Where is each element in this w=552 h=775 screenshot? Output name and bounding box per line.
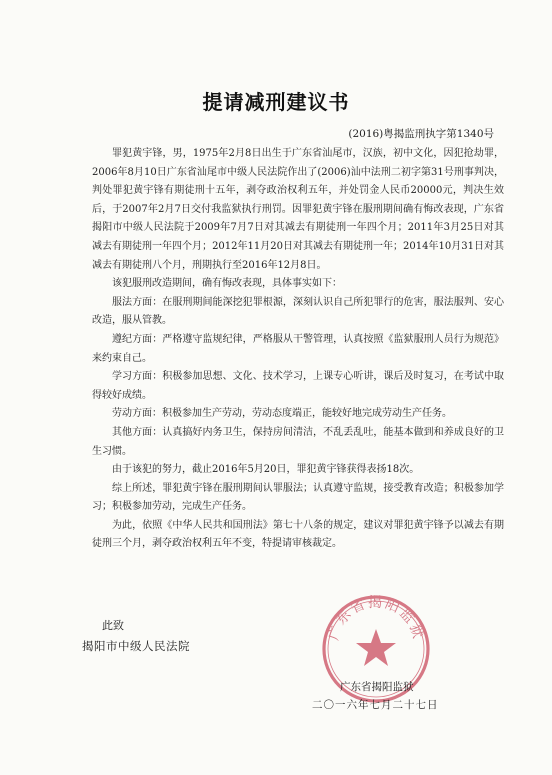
paragraph-labor: 劳动方面：积极参加生产劳动，劳动态度端正，能较好地完成劳动生产任务。 <box>112 408 452 420</box>
closing-greeting: 此致 <box>102 619 124 632</box>
signature-unit: 广东省揭阳监狱 <box>340 681 414 693</box>
closing-recipient: 揭阳市中级人民法院 <box>82 639 190 653</box>
document-body <box>92 145 504 554</box>
paragraph-other: 其他方面：认真搞好内务卫生，保持房间清洁，不乱丢乱吐，能基本做到和养成良好的卫生习惯。 <box>92 426 504 457</box>
seal-text: 广东省揭阳监狱 <box>325 594 427 643</box>
paragraph-intro: 该犯服刑改造期间，确有悔改表现，具体事实如下： <box>112 278 342 290</box>
paragraph-discipline: 遵纪方面：严格遵守监规纪律，严格服从干警管理，认真按照《监狱服刑人员行为规范》来约束自己。 <box>92 333 504 364</box>
paragraph-study: 学习方面：积极参加思想、文化、技术学习，上课专心听讲，课后及时复习，在考试中取得较好成绩。 <box>92 371 504 401</box>
document-date: 二〇一六年七月二十七日 <box>312 699 439 711</box>
paragraph-commendations: 由于该犯的努力，截止2016年5月20日，罪犯黄宇锋获得表扬18次。 <box>112 464 420 476</box>
document-number: (2016)粤揭监刑执字第1340号 <box>348 128 494 140</box>
paragraph-recommendation: 为此，依照《中华人民共和国刑法》第七十八条的规定，建议对罪犯黄宇锋予以减去有期徒刑三个月，剥夺政治权利五年不变，特提请审核裁定。 <box>92 519 504 550</box>
seal-star-icon <box>356 629 396 666</box>
paragraph-summary: 综上所述，罪犯黄宇锋在服刑期间认罪服法；认真遵守监规，接受教育改造；积极参加学习；积极参加劳动，完成生产任务。 <box>92 482 504 513</box>
closing-block <box>82 616 190 656</box>
paragraph-case-history: 罪犯黄宇锋，男，1975年2月8日出生于广东省汕尾市，汉族，初中文化，因犯抢劫罪，2006年8月10日广东省汕尾市中级人民法院作出了(2006)汕中法刑二初字第31号刑事判决，判处罪犯黄宇锋有期徒刑十五年，剥夺政治权利五年，并处罚金人民币20000元，判决生效后，于2007年2月7日交付我监狱执行刑罚。因罪犯黄宇锋在服刑期间确有悔改表现，广东省揭阳市中级人民法院于2009年7月7日对其减去有期徒刑一年四个月；2011年3月25日对其减去有期徒刑一年四个月；2012年11月20日对其减去有期徒刑一年；2014年10月31日对其减去有期徒刑八个月，刑期执行至2016年12月8日。 <box>92 148 504 271</box>
paragraph-law-abiding: 服法方面：在服刑期间能深挖犯罪根源，深刻认识自己所犯罪行的危害，服法服判、安心改造，服从管教。 <box>92 296 504 327</box>
document-title: 提请减刑建议书 <box>202 90 350 114</box>
